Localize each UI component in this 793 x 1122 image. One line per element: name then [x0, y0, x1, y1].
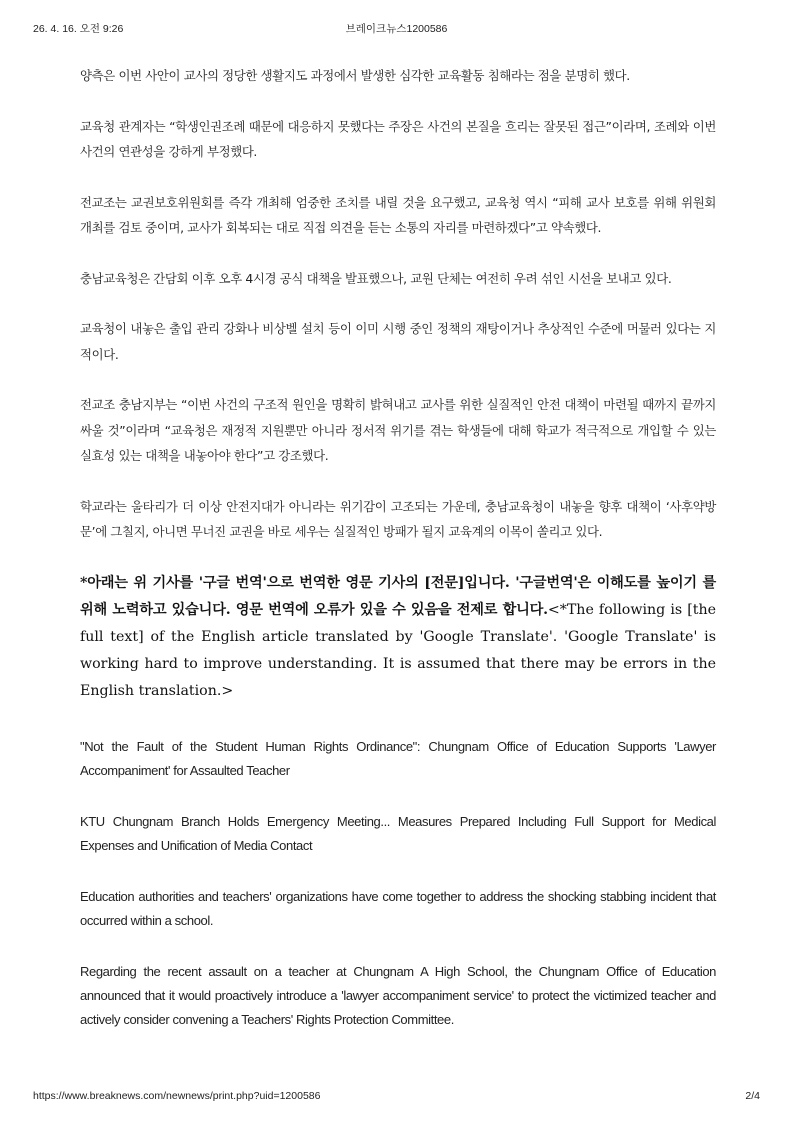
- translation-notice: [80, 570, 716, 705]
- korean-paragraph: 전교조는 교권보호위원회를 즉각 개최해 엄중한 조치를 내릴 것을 요구했고, 교육청 역시 “피해 교사 보호를 위해 위원회 개최를 검토 중이며, 교사가 회복되는 대로 직접 의견을 듣는 소통의 자리를 마련하겠다”고 약속했다.: [80, 194, 716, 235]
- korean-paragraph: 전교조 충남지부는 “이번 사건의 구조적 원인을 명확히 밝혀내고 교사를 위한 실질적인 안전 대책이 마련될 때까지 끝까지 싸울 것”이라며 “교육청은 재정적 지원뿐만 아니라 정서적 위기를 겪는 학생들에 대해 학교가 적극적으로 개입할 수 있는 실효성 있는 대책을 내놓아야 한다”고 강조했다.: [80, 397, 716, 463]
- print-title: 브레이크뉴스1200586: [345, 23, 448, 35]
- english-paragraph: Education authorities and teachers' organizations have come together to address the shocking stabbing incident that occurred within a school.: [80, 888, 716, 928]
- translation-notice-korean: *아래는 위 기사를 '구글 번역'으로 번역한 영문 기사의 [전문]입니다. '구글번역'은 이해도를 높이기 를 위해 노력하고 있습니다. 영문 번역에 오류가 있을 수 있음을 전제로 합니다.: [80, 574, 716, 618]
- english-paragraph: KTU Chungnam Branch Holds Emergency Meeting... Measures Prepared Including Full Support for Medical Expenses and Unification of Media Contact: [80, 813, 716, 853]
- page-number: 2/4: [745, 1090, 760, 1102]
- translation-notice-english: <*The following is [the full text] of the English article translated by 'Google Translate'. 'Google Translate' is working hard to improve understanding. It is assumed that there may be errors in the English translation.>: [80, 601, 717, 699]
- print-header: [33, 21, 760, 35]
- english-paragraph: "Not the Fault of the Student Human Rights Ordinance": Chungnam Office of Education Supports 'Lawyer Accompaniment' for Assaulted Teacher: [80, 738, 716, 778]
- print-url[interactable]: https://www.breaknews.com/newnews/print.php?uid=1200586: [33, 1090, 321, 1102]
- print-date: 26. 4. 16. 오전 9:26: [33, 23, 124, 35]
- korean-paragraph: 학교라는 울타리가 더 이상 안전지대가 아니라는 위기감이 고조되는 가운데, 충남교육청이 내놓을 향후 대책이 ‘사후약방문’에 그칠지, 아니면 무너진 교권을 바로 세우는 실질적인 방패가 될지 교육계의 이목이 쏠리고 있다.: [80, 498, 716, 539]
- korean-paragraph: 교육청이 내놓은 출입 관리 강화나 비상벨 설치 등이 이미 시행 중인 정책의 재탕이거나 추상적인 수준에 머물러 있다는 지적이다.: [80, 321, 716, 362]
- korean-paragraph: 교육청 관계자는 “학생인권조례 때문에 대응하지 못했다는 주장은 사건의 본질을 흐리는 잘못된 접근”이라며, 조례와 이번 사건의 연관성을 강하게 부정했다.: [80, 118, 716, 159]
- print-footer: [33, 1090, 760, 1104]
- korean-paragraph: 양측은 이번 사안이 교사의 정당한 생활지도 과정에서 발생한 심각한 교육활동 침해라는 점을 분명히 했다.: [80, 68, 630, 83]
- english-paragraph: Regarding the recent assault on a teacher at Chungnam A High School, the Chungnam Office of Education announced that it would proactively introduce a 'lawyer accompaniment service' to protect the victimized teacher and actively consider convening a Teachers' Rights Protection Committee.: [80, 963, 716, 1027]
- article-body: [80, 63, 716, 1059]
- korean-paragraph: 충남교육청은 간담회 이후 오후 4시경 공식 대책을 발표했으나, 교원 단체는 여전히 우려 섞인 시선을 보내고 있다.: [80, 270, 672, 286]
